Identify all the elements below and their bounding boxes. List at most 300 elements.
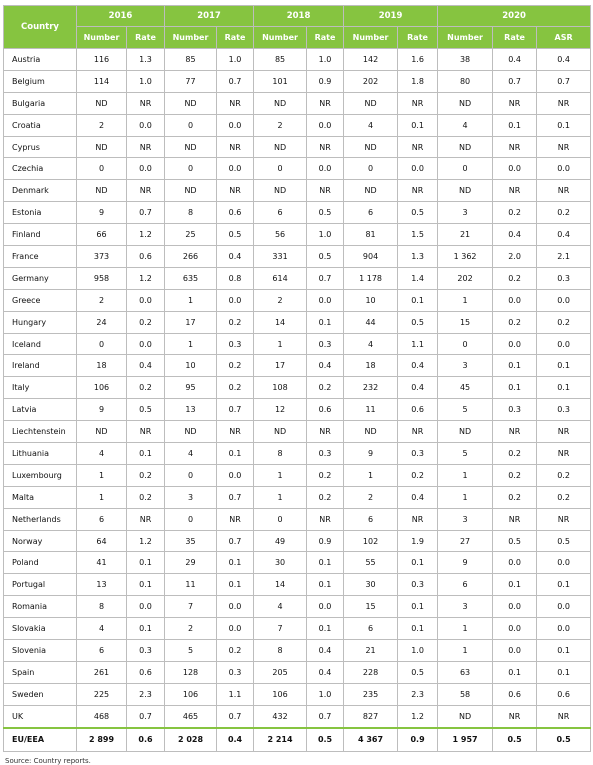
value-cell: 1.0: [398, 640, 438, 662]
value-cell: 4: [77, 618, 127, 640]
value-cell: 0.1: [537, 661, 591, 683]
value-cell: NR: [127, 180, 165, 202]
value-cell: NR: [307, 92, 344, 114]
value-cell: 0.2: [398, 464, 438, 486]
value-cell: 1.4: [398, 267, 438, 289]
value-cell: 225: [77, 683, 127, 705]
value-cell: 0.3: [493, 399, 537, 421]
value-cell: NR: [398, 508, 438, 530]
value-cell: ND: [438, 92, 493, 114]
value-cell: 2.3: [127, 683, 165, 705]
value-cell: 228: [344, 661, 398, 683]
table-row: [4, 114, 591, 136]
value-cell: 0.2: [127, 464, 165, 486]
value-cell: ND: [165, 180, 217, 202]
value-cell: 0.0: [493, 552, 537, 574]
value-cell: 108: [254, 377, 307, 399]
value-cell: 0.4: [398, 355, 438, 377]
value-cell: 0.1: [493, 574, 537, 596]
value-cell: 6: [344, 618, 398, 640]
value-cell: 5: [438, 443, 493, 465]
value-cell: 7: [254, 618, 307, 640]
value-cell: 0: [254, 508, 307, 530]
value-cell: 0.7: [127, 705, 165, 727]
value-cell: 0.3: [307, 443, 344, 465]
value-cell: 1.2: [127, 530, 165, 552]
value-cell: 24: [77, 311, 127, 333]
value-cell: 0.3: [398, 574, 438, 596]
value-cell: 0.2: [493, 443, 537, 465]
rate-header: Rate: [398, 27, 438, 49]
value-cell: 1: [438, 289, 493, 311]
value-cell: 1.8: [398, 70, 438, 92]
table-row: [4, 464, 591, 486]
value-cell: 0.2: [217, 311, 254, 333]
value-cell: 15: [344, 596, 398, 618]
table-row: [4, 421, 591, 443]
value-cell: 0.9: [307, 530, 344, 552]
value-cell: 4: [165, 443, 217, 465]
value-cell: 0.7: [217, 486, 254, 508]
value-cell: 1.3: [127, 49, 165, 71]
rate-header: Rate: [127, 27, 165, 49]
value-cell: 0: [254, 158, 307, 180]
table-row: [4, 377, 591, 399]
value-cell: 55: [344, 552, 398, 574]
value-cell: 0.5: [127, 399, 165, 421]
value-cell: 8: [77, 596, 127, 618]
value-cell: 0.0: [493, 333, 537, 355]
value-cell: 0.2: [537, 486, 591, 508]
table-row: [4, 333, 591, 355]
value-cell: 266: [165, 246, 217, 268]
country-cell: UK: [4, 705, 77, 727]
country-cell: Netherlands: [4, 508, 77, 530]
value-cell: 58: [438, 683, 493, 705]
value-cell: 14: [254, 574, 307, 596]
value-cell: NR: [493, 92, 537, 114]
value-cell: 45: [438, 377, 493, 399]
value-cell: 9: [77, 399, 127, 421]
value-cell: 0.3: [537, 267, 591, 289]
table-row: [4, 574, 591, 596]
value-cell: 0.1: [398, 114, 438, 136]
value-cell: 465: [165, 705, 217, 727]
value-cell: 0.3: [537, 399, 591, 421]
table-header: [4, 6, 591, 49]
value-cell: 0.1: [127, 443, 165, 465]
value-cell: 9: [438, 552, 493, 574]
value-cell: ND: [165, 92, 217, 114]
value-cell: 80: [438, 70, 493, 92]
value-cell: 0.1: [537, 114, 591, 136]
value-cell: 0.4: [217, 246, 254, 268]
value-cell: 4: [344, 333, 398, 355]
value-cell: 49: [254, 530, 307, 552]
value-cell: NR: [307, 180, 344, 202]
number-header: Number: [438, 27, 493, 49]
value-cell: 0.0: [307, 289, 344, 311]
data-table: [3, 5, 591, 752]
value-cell: 0.1: [537, 640, 591, 662]
value-cell: 0.1: [493, 661, 537, 683]
value-cell: 0.5: [307, 728, 344, 752]
value-cell: 128: [165, 661, 217, 683]
value-cell: 0.2: [307, 464, 344, 486]
value-cell: 0.3: [217, 333, 254, 355]
table-row: [4, 311, 591, 333]
value-cell: 0.2: [537, 311, 591, 333]
value-cell: 0.1: [307, 574, 344, 596]
value-cell: 0.0: [307, 158, 344, 180]
value-cell: 1.0: [217, 49, 254, 71]
value-cell: ND: [438, 180, 493, 202]
country-cell: Austria: [4, 49, 77, 71]
value-cell: NR: [127, 92, 165, 114]
value-cell: 64: [77, 530, 127, 552]
value-cell: 81: [344, 224, 398, 246]
table-row: [4, 705, 591, 727]
value-cell: 0.6: [127, 728, 165, 752]
value-cell: 0.2: [217, 377, 254, 399]
value-cell: 1.0: [307, 683, 344, 705]
value-cell: 4: [344, 114, 398, 136]
value-cell: 18: [77, 355, 127, 377]
value-cell: 202: [438, 267, 493, 289]
source-note: Source: Country reports.: [5, 757, 91, 765]
value-cell: 3: [438, 202, 493, 224]
value-cell: 0.1: [217, 574, 254, 596]
value-cell: 0.1: [493, 114, 537, 136]
country-cell: Cyprus: [4, 136, 77, 158]
value-cell: 1: [77, 464, 127, 486]
value-cell: 0: [344, 158, 398, 180]
number-header: Number: [77, 27, 127, 49]
value-cell: 0.0: [493, 596, 537, 618]
value-cell: 17: [165, 311, 217, 333]
value-cell: 3: [165, 486, 217, 508]
value-cell: ND: [344, 136, 398, 158]
value-cell: 0.7: [307, 267, 344, 289]
value-cell: 432: [254, 705, 307, 727]
value-cell: 331: [254, 246, 307, 268]
value-cell: 0.7: [217, 530, 254, 552]
value-cell: 11: [344, 399, 398, 421]
value-cell: 0.1: [217, 443, 254, 465]
value-cell: 0.7: [127, 202, 165, 224]
value-cell: 13: [165, 399, 217, 421]
value-cell: 1.1: [398, 333, 438, 355]
value-cell: 4: [77, 443, 127, 465]
value-cell: 1.5: [398, 224, 438, 246]
value-cell: NR: [493, 421, 537, 443]
value-cell: 373: [77, 246, 127, 268]
value-cell: 1.2: [127, 224, 165, 246]
country-cell: Luxembourg: [4, 464, 77, 486]
value-cell: 1 178: [344, 267, 398, 289]
number-header: Number: [165, 27, 217, 49]
value-cell: NR: [307, 421, 344, 443]
value-cell: 0.0: [537, 552, 591, 574]
value-cell: ND: [254, 421, 307, 443]
value-cell: 0.1: [307, 618, 344, 640]
value-cell: 0.0: [217, 618, 254, 640]
value-cell: 0.2: [217, 640, 254, 662]
value-cell: 0.0: [217, 464, 254, 486]
value-cell: 114: [77, 70, 127, 92]
value-cell: 2 028: [165, 728, 217, 752]
value-cell: 13: [77, 574, 127, 596]
value-cell: 116: [77, 49, 127, 71]
table-row: [4, 618, 591, 640]
value-cell: 1.3: [398, 246, 438, 268]
value-cell: 66: [77, 224, 127, 246]
value-cell: 0.5: [217, 224, 254, 246]
value-cell: 8: [254, 443, 307, 465]
value-cell: 6: [344, 508, 398, 530]
value-cell: NR: [398, 180, 438, 202]
subheader-row: [4, 27, 591, 49]
value-cell: NR: [493, 508, 537, 530]
value-cell: 1: [165, 289, 217, 311]
value-cell: 0.4: [307, 661, 344, 683]
country-cell: Latvia: [4, 399, 77, 421]
value-cell: 0.4: [537, 49, 591, 71]
value-cell: 7: [165, 596, 217, 618]
value-cell: 30: [344, 574, 398, 596]
value-cell: 0.0: [127, 158, 165, 180]
number-header: Number: [254, 27, 307, 49]
value-cell: NR: [307, 136, 344, 158]
value-cell: 2: [254, 289, 307, 311]
value-cell: 0.2: [307, 377, 344, 399]
value-cell: 0.1: [127, 618, 165, 640]
year-header-2017: 2017: [165, 6, 254, 27]
country-cell: Iceland: [4, 333, 77, 355]
value-cell: 0.4: [217, 728, 254, 752]
table-row: [4, 202, 591, 224]
table-row: [4, 661, 591, 683]
value-cell: 1: [344, 464, 398, 486]
value-cell: 0.7: [217, 705, 254, 727]
value-cell: NR: [307, 508, 344, 530]
value-cell: 0.0: [217, 158, 254, 180]
value-cell: 0.0: [537, 596, 591, 618]
table-row: [4, 508, 591, 530]
value-cell: 2: [254, 114, 307, 136]
value-cell: 0.5: [398, 311, 438, 333]
value-cell: 0.6: [307, 399, 344, 421]
value-cell: 12: [254, 399, 307, 421]
table-row: [4, 355, 591, 377]
value-cell: 1: [438, 640, 493, 662]
value-cell: NR: [217, 508, 254, 530]
country-cell: Sweden: [4, 683, 77, 705]
value-cell: 0.3: [307, 333, 344, 355]
value-cell: 5: [438, 399, 493, 421]
value-cell: ND: [77, 136, 127, 158]
value-cell: 15: [438, 311, 493, 333]
number-header: Number: [344, 27, 398, 49]
table-row: [4, 443, 591, 465]
value-cell: 0.0: [307, 596, 344, 618]
value-cell: ND: [77, 92, 127, 114]
value-cell: 5: [165, 640, 217, 662]
value-cell: ND: [254, 180, 307, 202]
table-row: [4, 640, 591, 662]
value-cell: 0.4: [493, 224, 537, 246]
value-cell: 8: [254, 640, 307, 662]
value-cell: 0.5: [398, 661, 438, 683]
table-row: [4, 136, 591, 158]
value-cell: 1.2: [127, 267, 165, 289]
value-cell: 1.1: [217, 683, 254, 705]
country-cell: Portugal: [4, 574, 77, 596]
asr-header: ASR: [537, 27, 591, 49]
value-cell: 2: [344, 486, 398, 508]
value-cell: 14: [254, 311, 307, 333]
value-cell: 0.0: [493, 289, 537, 311]
value-cell: NR: [537, 443, 591, 465]
value-cell: NR: [537, 180, 591, 202]
value-cell: 1: [77, 486, 127, 508]
value-cell: 1: [254, 464, 307, 486]
value-cell: NR: [217, 92, 254, 114]
value-cell: 9: [344, 443, 398, 465]
value-cell: 1.6: [398, 49, 438, 71]
value-cell: 0.0: [537, 158, 591, 180]
value-cell: 1 957: [438, 728, 493, 752]
value-cell: 8: [165, 202, 217, 224]
value-cell: 6: [77, 508, 127, 530]
value-cell: 1: [438, 486, 493, 508]
value-cell: 17: [254, 355, 307, 377]
value-cell: 2.0: [493, 246, 537, 268]
value-cell: 1: [165, 333, 217, 355]
value-cell: 0.1: [127, 574, 165, 596]
value-cell: ND: [438, 705, 493, 727]
value-cell: 1.0: [127, 70, 165, 92]
value-cell: 0.2: [127, 311, 165, 333]
year-header-row: [4, 6, 591, 27]
year-header-2019: 2019: [344, 6, 438, 27]
country-column-header: Country: [4, 6, 77, 49]
country-cell: France: [4, 246, 77, 268]
value-cell: 0: [165, 508, 217, 530]
table-row: [4, 596, 591, 618]
value-cell: 1.0: [307, 49, 344, 71]
country-cell: Denmark: [4, 180, 77, 202]
value-cell: 2 214: [254, 728, 307, 752]
year-header-2016: 2016: [77, 6, 165, 27]
value-cell: 4: [254, 596, 307, 618]
value-cell: 27: [438, 530, 493, 552]
value-cell: 77: [165, 70, 217, 92]
value-cell: 0.2: [493, 311, 537, 333]
value-cell: 635: [165, 267, 217, 289]
value-cell: 0: [77, 158, 127, 180]
value-cell: 0: [165, 158, 217, 180]
value-cell: 0.5: [307, 246, 344, 268]
value-cell: 0.5: [398, 202, 438, 224]
country-cell: Ireland: [4, 355, 77, 377]
value-cell: 0.5: [493, 530, 537, 552]
value-cell: 38: [438, 49, 493, 71]
value-cell: 0.6: [398, 399, 438, 421]
value-cell: 6: [438, 574, 493, 596]
value-cell: ND: [77, 421, 127, 443]
country-cell: Spain: [4, 661, 77, 683]
value-cell: 1: [254, 333, 307, 355]
value-cell: 21: [438, 224, 493, 246]
value-cell: 0.7: [217, 70, 254, 92]
table-row: [4, 92, 591, 114]
value-cell: 0.1: [398, 618, 438, 640]
value-cell: 0.4: [398, 377, 438, 399]
rate-header: Rate: [307, 27, 344, 49]
value-cell: 0.3: [217, 661, 254, 683]
table-row: [4, 70, 591, 92]
value-cell: 0.2: [307, 486, 344, 508]
value-cell: NR: [217, 180, 254, 202]
value-cell: 0.2: [493, 267, 537, 289]
value-cell: NR: [493, 180, 537, 202]
value-cell: 106: [165, 683, 217, 705]
value-cell: 2: [77, 289, 127, 311]
table-row: [4, 683, 591, 705]
value-cell: ND: [438, 421, 493, 443]
table-row: [4, 530, 591, 552]
value-cell: 904: [344, 246, 398, 268]
value-cell: 0.6: [127, 246, 165, 268]
value-cell: 827: [344, 705, 398, 727]
value-cell: 0.3: [127, 640, 165, 662]
value-cell: 6: [344, 202, 398, 224]
country-cell: Croatia: [4, 114, 77, 136]
value-cell: 0: [438, 333, 493, 355]
value-cell: 4: [438, 114, 493, 136]
value-cell: 235: [344, 683, 398, 705]
value-cell: 0.5: [537, 530, 591, 552]
value-cell: 0.4: [537, 224, 591, 246]
value-cell: 0.7: [537, 70, 591, 92]
country-cell: Czechia: [4, 158, 77, 180]
value-cell: 0.0: [537, 618, 591, 640]
value-cell: 0.0: [537, 289, 591, 311]
value-cell: 0.6: [537, 683, 591, 705]
value-cell: 0.7: [493, 70, 537, 92]
value-cell: 10: [344, 289, 398, 311]
value-cell: NR: [537, 421, 591, 443]
table-row: [4, 486, 591, 508]
value-cell: NR: [398, 421, 438, 443]
value-cell: 0.1: [307, 311, 344, 333]
year-header-2020: 2020: [438, 6, 591, 27]
value-cell: 0.1: [217, 552, 254, 574]
value-cell: 0.0: [307, 114, 344, 136]
value-cell: ND: [165, 421, 217, 443]
value-cell: 0.1: [537, 355, 591, 377]
value-cell: 232: [344, 377, 398, 399]
value-cell: 41: [77, 552, 127, 574]
value-cell: 0.1: [493, 377, 537, 399]
value-cell: 0.9: [307, 70, 344, 92]
table-row: [4, 552, 591, 574]
value-cell: 0.1: [537, 574, 591, 596]
value-cell: 0.4: [307, 640, 344, 662]
value-cell: ND: [438, 136, 493, 158]
value-cell: 1.9: [398, 530, 438, 552]
